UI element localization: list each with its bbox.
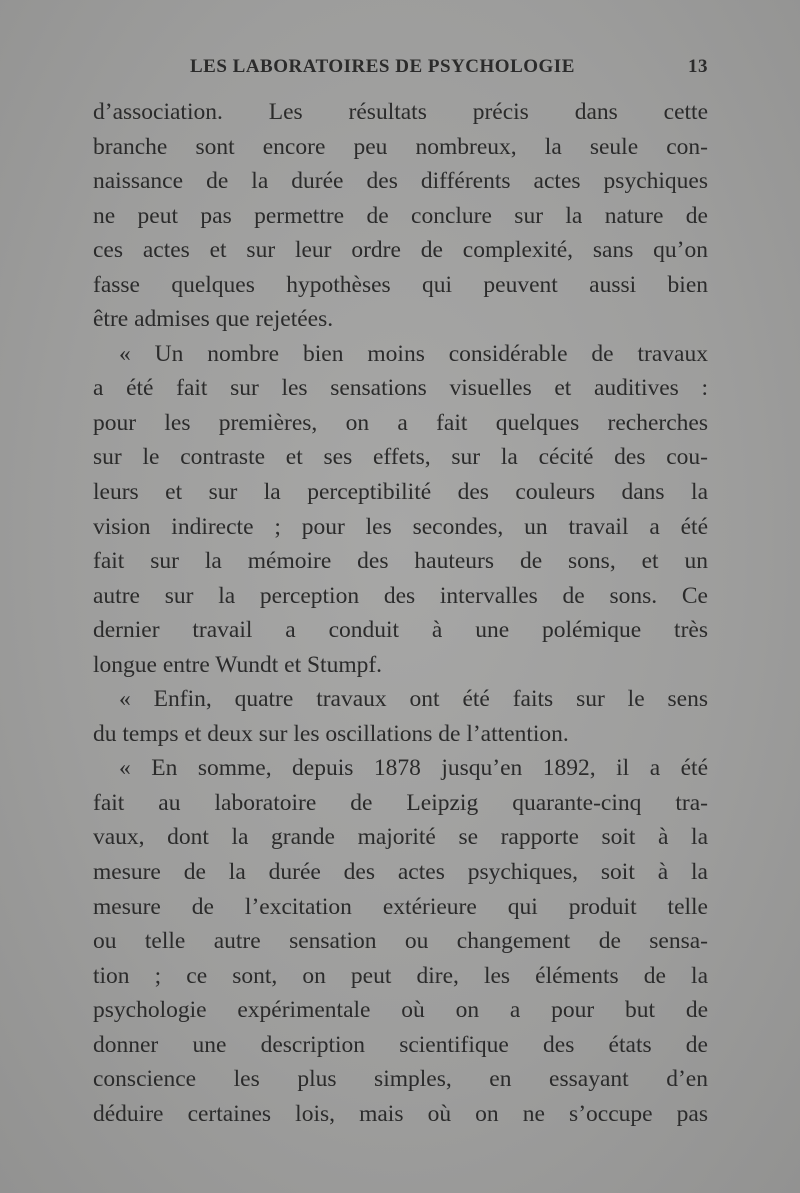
text-line: pour les premières, on a fait quelques recherches bbox=[93, 409, 708, 436]
text-line: sur le contraste et ses effets, sur la cécité des cou- bbox=[93, 444, 708, 471]
text-line: autre sur la perception des intervalles de sons. Ce bbox=[93, 582, 708, 609]
text-line: donner une description scientifique des états de bbox=[93, 1031, 708, 1058]
running-title: LES LABORATOIRES DE PSYCHOLOGIE bbox=[190, 56, 575, 77]
text-line: « En somme, depuis 1878 jusqu’en 1892, il a été bbox=[119, 755, 708, 782]
body-text bbox=[93, 95, 708, 1131]
text-line: fait au laboratoire de Leipzig quarante-cinq tra- bbox=[93, 789, 708, 816]
text-line: psychologie expérimentale où on a pour but de bbox=[93, 997, 708, 1024]
text-line: du temps et deux sur les oscillations de l’attention. bbox=[93, 720, 569, 747]
text-line: vaux, dont la grande majorité se rapporte soit à la bbox=[93, 824, 708, 851]
text-line: fasse quelques hypothèses qui peuvent aussi bien bbox=[93, 271, 708, 298]
text-line: ou telle autre sensation ou changement de sensa- bbox=[93, 928, 708, 955]
text-line: leurs et sur la perceptibilité des couleurs dans la bbox=[93, 479, 708, 506]
text-line: branche sont encore peu nombreux, la seule con- bbox=[93, 133, 708, 160]
text-line: être admises que rejetées. bbox=[93, 306, 334, 333]
text-line: d’association. Les résultats précis dans cette bbox=[93, 99, 708, 125]
text-line: dernier travail a conduit à une polémique très bbox=[93, 617, 708, 644]
text-line: mesure de la durée des actes psychiques, soit à la bbox=[93, 859, 708, 886]
text-line: tion ; ce sont, on peut dire, les éléments de la bbox=[93, 962, 708, 989]
text-line: mesure de l’excitation extérieure qui produit telle bbox=[93, 893, 708, 920]
text-line: « Un nombre bien moins considérable de travaux bbox=[119, 340, 708, 367]
page-header bbox=[93, 56, 708, 82]
text-line: longue entre Wundt et Stumpf. bbox=[93, 651, 383, 678]
text-line: déduire certaines lois, mais où on ne s’occupe pas bbox=[93, 1100, 708, 1127]
page-number: 13 bbox=[688, 56, 708, 77]
text-line: « Enfin, quatre travaux ont été faits sur le sens bbox=[119, 686, 708, 713]
text-line: fait sur la mémoire des hauteurs de sons, et un bbox=[93, 548, 708, 575]
text-line: conscience les plus simples, en essayant d’en bbox=[93, 1066, 708, 1093]
text-line: naissance de la durée des différents actes psychiques bbox=[93, 168, 708, 195]
text-line: ces actes et sur leur ordre de complexité, sans qu’on bbox=[93, 237, 708, 264]
text-line: vision indirecte ; pour les secondes, un travail a été bbox=[93, 513, 708, 540]
text-line: a été fait sur les sensations visuelles et auditives : bbox=[93, 375, 708, 402]
text-line: ne peut pas permettre de conclure sur la nature de bbox=[93, 202, 708, 229]
